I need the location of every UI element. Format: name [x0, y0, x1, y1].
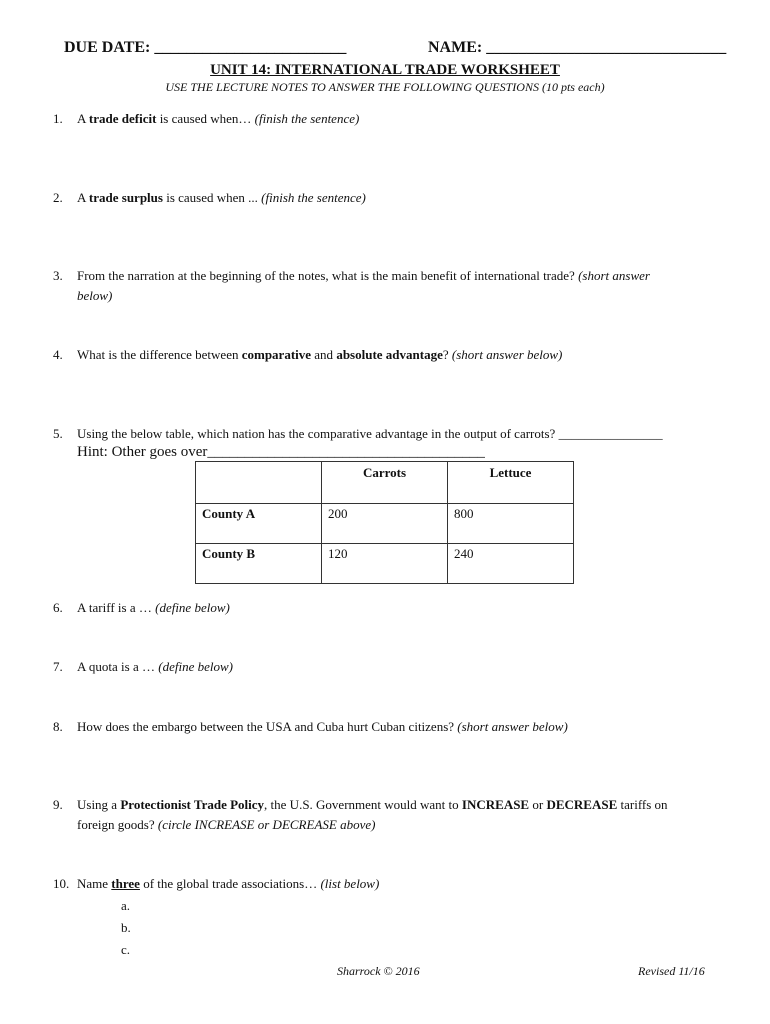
- question-9-number: 9.: [53, 797, 63, 812]
- q4-bold2: absolute advantage: [336, 347, 443, 362]
- question-9: [77, 797, 668, 813]
- q5-hint-blank: _____________________________________: [207, 444, 485, 460]
- q10-italic: (list below): [320, 876, 380, 891]
- q10-item-c: c.: [121, 942, 131, 957]
- q7-italic: (define below): [158, 659, 233, 674]
- q10-bold: three: [111, 876, 140, 891]
- question-10: [77, 876, 379, 892]
- q10-item-a: a.: [121, 898, 131, 913]
- question-7: [77, 659, 233, 675]
- table-corner-cell: [196, 462, 322, 504]
- question-6: [77, 600, 230, 616]
- name-blank[interactable]: ______________________________: [486, 39, 727, 56]
- q1-bold: trade deficit: [88, 111, 157, 126]
- q3-italic2: below): [77, 288, 113, 303]
- q9-decrease[interactable]: DECREASE: [546, 797, 618, 812]
- q9-mid1: , the U.S. Government would want to: [264, 797, 462, 812]
- table-header-row: [196, 462, 574, 504]
- q4-mid: and: [311, 347, 337, 362]
- question-5-number: 5.: [53, 426, 63, 441]
- q10-item-b: b.: [121, 920, 131, 935]
- q10-pre: Name: [77, 876, 112, 891]
- question-6-number: 6.: [53, 600, 63, 615]
- question-8-number: 8.: [53, 719, 63, 734]
- table-row: [196, 544, 574, 584]
- q4-post: ?: [442, 347, 452, 362]
- q6-text: A tariff is a …: [77, 600, 156, 615]
- q9-increase[interactable]: INCREASE: [461, 797, 530, 812]
- q5-hint-text: Hint: Other goes over: [77, 444, 208, 460]
- question-5: [77, 426, 663, 442]
- question-8: [77, 719, 568, 735]
- q9-italic: (circle INCREASE or DECREASE above): [157, 817, 376, 832]
- table-header-carrots: Carrots: [322, 462, 448, 504]
- q1-post: is caused when…: [156, 111, 255, 126]
- production-table: [195, 461, 574, 584]
- q7-text: A quota is a …: [77, 659, 159, 674]
- table-cell: 240: [448, 544, 574, 584]
- question-4-number: 4.: [53, 347, 63, 362]
- q4-bold1: comparative: [241, 347, 312, 362]
- table-row-label: County B: [196, 544, 322, 584]
- q5-answer-blank[interactable]: ________________: [558, 426, 663, 441]
- q3-italic: (short answer: [578, 268, 650, 283]
- table-row-label: County A: [196, 504, 322, 544]
- footer-author: Sharrock © 2016: [337, 964, 420, 978]
- due-date-blank[interactable]: ________________________: [154, 39, 347, 56]
- table-cell: 120: [322, 544, 448, 584]
- q3-text: From the narration at the beginning of the notes, what is the main benefit of international trade?: [77, 268, 579, 283]
- q9-post: tariffs on: [617, 797, 668, 812]
- q1-italic: (finish the sentence): [254, 111, 360, 126]
- table-header-lettuce: Lettuce: [448, 462, 574, 504]
- question-1-number: 1.: [53, 111, 63, 126]
- due-date-label: DUE DATE:: [64, 39, 151, 56]
- q4-pre: What is the difference between: [77, 347, 242, 362]
- q4-italic: (short answer below): [451, 347, 563, 362]
- name-label: NAME:: [428, 39, 483, 56]
- question-7-number: 7.: [53, 659, 63, 674]
- q9-mid2: or: [529, 797, 547, 812]
- question-4: [77, 347, 562, 363]
- q2-post: is caused when ...: [162, 190, 262, 205]
- question-3-number: 3.: [53, 268, 63, 283]
- table-cell: 800: [448, 504, 574, 544]
- q1-pre: A: [77, 111, 89, 126]
- q5-hint: [77, 444, 485, 461]
- q8-text: How does the embargo between the USA and Cuba hurt Cuban citizens?: [77, 719, 458, 734]
- question-10-number: 10.: [53, 876, 70, 891]
- q9-pre: Using a: [77, 797, 121, 812]
- worksheet-title: UNIT 14: INTERNATIONAL TRADE WORKSHEET: [210, 62, 560, 78]
- question-2: [77, 190, 366, 206]
- name-field: [428, 39, 726, 57]
- q9-bold1: Protectionist Trade Policy: [120, 797, 265, 812]
- question-3: [77, 268, 650, 284]
- question-9-line2: [77, 817, 375, 833]
- question-3-line2: [77, 288, 112, 304]
- q9-line2: foreign goods?: [77, 817, 158, 832]
- table-cell: 200: [322, 504, 448, 544]
- due-date-field: [64, 39, 346, 57]
- q5-text: Using the below table, which nation has the comparative advantage in the output of carrots?: [77, 426, 559, 441]
- question-2-number: 2.: [53, 190, 63, 205]
- q6-italic: (define below): [155, 600, 230, 615]
- q2-italic: (finish the sentence): [261, 190, 366, 205]
- table-row: [196, 504, 574, 544]
- q2-bold: trade surplus: [88, 190, 163, 205]
- q2-pre: A: [77, 190, 89, 205]
- worksheet-instructions: USE THE LECTURE NOTES TO ANSWER THE FOLLOWING QUESTIONS (10 pts each): [165, 80, 605, 94]
- footer-revised: Revised 11/16: [638, 964, 705, 978]
- q10-post: of the global trade associations…: [139, 876, 321, 891]
- q8-italic: (short answer below): [457, 719, 568, 734]
- question-1: [77, 111, 359, 127]
